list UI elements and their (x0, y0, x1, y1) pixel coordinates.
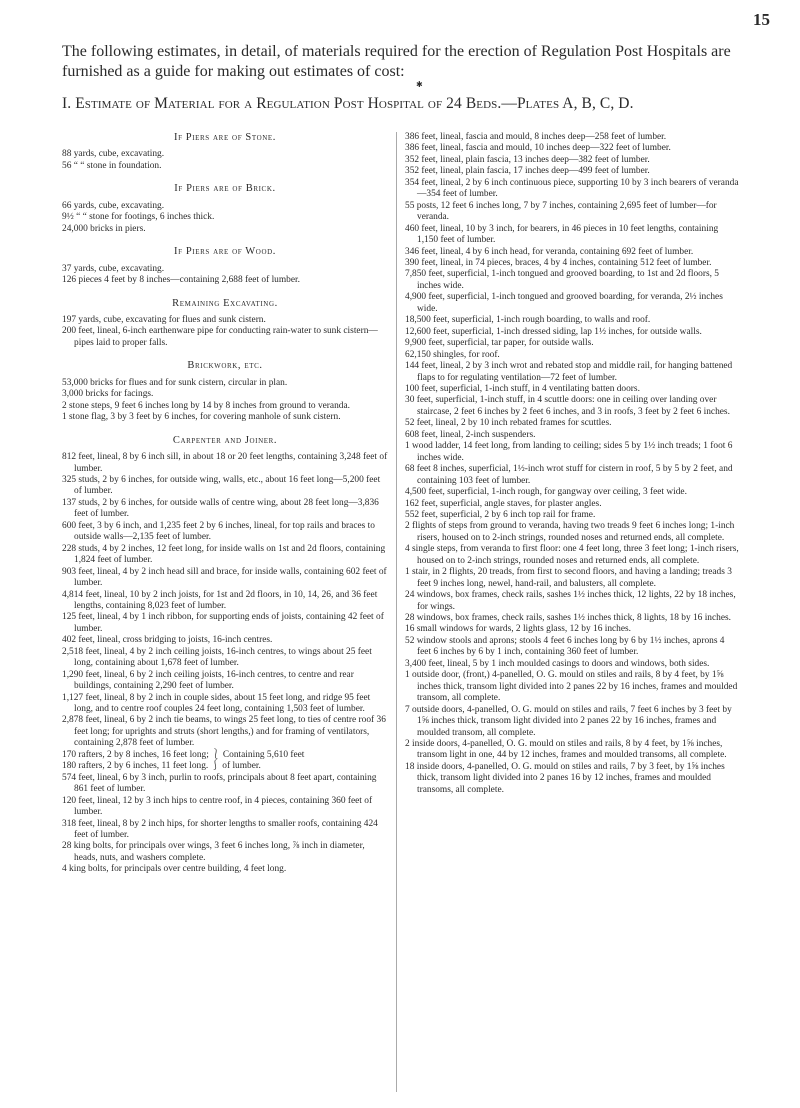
estimate-item: 600 feet, 3 by 6 inch, and 1,235 feet 2 by 6 inches, lineal, for top rails and braces to outside walls—2,135 feet of lumber. (62, 520, 375, 543)
estimate-item: 7,850 feet, superficial, 1-inch tongued and grooved boarding, to 1st and 2d floors, 5 inches wide. (405, 269, 719, 291)
estimate-item: 56 “ “ stone in foundation. (62, 160, 162, 171)
estimate-item: 2,518 feet, lineal, 4 by 2 inch ceiling joists, 16-inch centres, to wings about 25 feet long, containing about 1,678 feet of lumber. (62, 646, 372, 669)
estimate-item: 352 feet, lineal, plain fascia, 13 inches deep—382 feet of lumber. (405, 154, 650, 165)
estimate-item: 4,814 feet, lineal, 10 by 2 inch joists, for 1st and 2d floors, in 10, 14, 26, and 36 feet lengths, containing 8,023 feet of lumber. (62, 589, 378, 611)
estimate-item: 1 wood ladder, 14 feet long, from landing to ceiling; sides 5 by 1½ inch treads; 1 foot 6 inches wide. (405, 441, 733, 463)
estimate-item: 812 feet, lineal, 8 by 6 inch sill, in about 18 or 20 feet lengths, containing 3,248 feet of lumber. (62, 452, 388, 474)
estimate-item: 55 posts, 12 feet 6 inches long, 7 by 7 inches, containing 2,695 feet of lumber—for veranda. (405, 200, 717, 223)
estimate-item: 346 feet, lineal, 4 by 6 inch head, for veranda, containing 692 feet of lumber. (405, 246, 694, 257)
estimate-item: 162 feet, superficial, angle staves, for plaster angles. (405, 498, 602, 509)
estimate-item: 2 flights of steps from ground to veranda, having two treads 9 feet 6 inches long; 1-inch risers, housed on to 2-inch strings, rounded noses and returned ends, all complete. (405, 521, 735, 543)
estimate-item: 144 feet, lineal, 2 by 3 inch wrot and rebated stop and middle rail, for hanging battened flaps to for regulating ventilation—72 feet of lumber. (405, 361, 733, 383)
estimate-item: 200 feet, lineal, 6-inch earthenware pipe for conducting rain-water to sunk cistern—pipes laid to proper falls. (62, 326, 378, 348)
section-heading: Remaining Excavating. (172, 297, 278, 309)
estimate-item: 1 outside door, (front,) 4-panelled, O. G. mould on stiles and rails, 8 by 4 feet, by 1⅝ inches thick, transom light divided into 2 panes 22 by 16 inches, frames and moulded transom, all complete. (405, 670, 738, 704)
estimate-title: I. Estimate of Material for a Regulation Post Hospital of 24 Beds.—Plates A, B, C, D. (62, 95, 634, 112)
estimate-item: 120 feet, lineal, 12 by 3 inch hips to centre roof, in 4 pieces, containing 360 feet of lumber. (62, 795, 373, 818)
estimate-item: 24 windows, box frames, check rails, sashes 1½ inches thick, 12 lights, 22 by 18 inches, for wings. (405, 590, 736, 612)
estimate-item: 62,150 shingles, for roof. (405, 349, 500, 360)
estimate-item: 903 feet, lineal, 4 by 2 inch head sill and brace, for inside walls, containing 602 feet of lumber. (62, 566, 387, 589)
section-heading: If Piers are of Wood. (174, 246, 276, 258)
estimate-item: 4,500 feet, superficial, 1-inch rough, for gangway over ceiling, 3 feet wide. (405, 487, 687, 498)
estimate-item: 608 feet, lineal, 2-inch suspenders. (405, 429, 536, 440)
estimate-item: 88 yards, cube, excavating. (62, 149, 165, 160)
section-heading: If Piers are of Stone. (173, 132, 277, 143)
estimate-item: 7 outside doors, 4-panelled, O. G. mould on stiles and rails, 7 feet 6 inches by 3 feet by 1⅝ inches thick, transom light divided into 2 panes 22 by 16 inches, frames and moulded transom, all complete. (405, 704, 732, 738)
estimate-item: 16 small windows for wards, 2 lights glass, 12 by 16 inches. (405, 624, 632, 635)
estimate-item: 4 single steps, from veranda to first floor: one 4 feet long, three 3 feet long; 1-inch risers, housed on to 2-inch strings, rounded noses and returned ends, all complete. (405, 544, 739, 566)
column-divider (396, 132, 397, 1092)
estimate-item: 354 feet, lineal, 2 by 6 inch continuous piece, supporting 10 by 3 inch bearers of veranda—354 feet of lumber. (405, 177, 739, 200)
estimate-item: 126 pieces 4 feet by 8 inches—containing 2,688 feet of lumber. (62, 275, 300, 286)
estimate-item: 4,900 feet, superficial, 1-inch tongued and grooved boarding, for veranda, 2½ inches wide. (405, 292, 723, 314)
estimate-item: 1 stone flag, 3 by 3 feet by 6 inches, for covering manhole of sunk cistern. (62, 412, 341, 423)
estimate-item: 2,878 feet, lineal, 6 by 2 inch tie beams, to wings 25 feet long, to ties of centre roof 36 feet long; for uprights and struts (short lengths,) and for framing of ventilators, containing 2,878 feet of lumber. (62, 715, 386, 749)
estimate-item: 68 feet 8 inches, superficial, 1½-inch wrot stuff for cistern in roof, 5 by 5 by 2 feet, and containing 103 feet of lumber. (405, 464, 733, 486)
estimate-item: 9½ “ “ stone for footings, 6 inches thick. (62, 212, 215, 223)
estimate-item: 12,600 feet, superficial, 1-inch dressed siding, lap 1½ inches, for outside walls. (405, 326, 702, 337)
estimate-item: 1,290 feet, lineal, 6 by 2 inch ceiling joists, 16-inch centres, to centre and rear buildings, containing 2,290 feet of lumber. (62, 669, 354, 692)
estimate-item: 28 king bolts, for principals over wings, 3 feet 6 inches long, ⅞ inch in diameter, heads, nuts, and washers complete. (62, 841, 365, 863)
estimate-item: 37 yards, cube, excavating. (62, 263, 165, 274)
intro-paragraph: The following estimates, in detail, of materials required for the erection of Regulation Post Hospitals are furnished as a guide for making out estimates of cost: (62, 43, 731, 80)
estimate-item: 137 studs, 2 by 6 inches, for outside walls of centre wing, about 28 feet long—3,836 feet of lumber. (62, 497, 379, 520)
estimate-item: 30 feet, superficial, 1-inch stuff, in 4 scuttle doors: one in ceiling over landing over staircase, 2 feet 6 inches by 2 feet 6 inches, and 3 in roofs, 3 feet by 2 feet 6 inches. (405, 395, 730, 417)
estimate-item: 390 feet, lineal, in 74 pieces, braces, 4 by 4 inches, containing 512 feet of lumber. (405, 257, 712, 268)
estimate-item: 386 feet, lineal, fascia and mould, 10 inches deep—322 feet of lumber. (405, 143, 671, 154)
estimate-item: 402 feet, lineal, cross bridging to joists, 16-inch centres. (62, 635, 273, 646)
estimate-item: 24,000 bricks in piers. (62, 223, 146, 234)
estimate-item: 352 feet, lineal, plain fascia, 17 inches deep—499 feet of lumber. (405, 166, 650, 177)
estimate-item: 3,000 bricks for facings. (62, 389, 154, 400)
right-column (405, 132, 740, 796)
estimate-item: 52 window stools and aprons; stools 4 feet 6 inches long by 6 by 1½ inches, aprons 4 feet 6 inches by 6 by 1 inch, containing 360 feet of lumber. (405, 635, 725, 658)
estimate-item: 574 feet, lineal, 6 by 3 inch, purlin to roofs, principals about 8 feet apart, containing 861 feet of lumber. (62, 772, 377, 795)
estimate-item: 9,900 feet, superficial, tar paper, for outside walls. (405, 338, 594, 349)
estimate-item: 52 feet, lineal, 2 by 10 inch rebated frames for scuttles. (405, 418, 612, 429)
estimate-item: 460 feet, lineal, 10 by 3 inch, for bearers, in 46 pieces in 10 feet lengths, containing 1,150 feet of lumber. (405, 223, 719, 246)
estimate-item: 325 studs, 2 by 6 inches, for outside wing, walls, etc., about 16 feet long—5,200 feet of lumber. (62, 474, 381, 497)
estimate-item: 125 feet, lineal, 4 by 1 inch ribbon, for supporting ends of joists, containing 42 feet of lumber. (62, 612, 384, 634)
estimate-item: 3,400 feet, lineal, 5 by 1 inch moulded casings to doors and windows, both sides. (405, 658, 710, 669)
estimate-item: 552 feet, superficial, 2 by 6 inch top rail for frame. (405, 509, 596, 520)
estimate-item: 2 stone steps, 9 feet 6 inches long by 14 by 8 inches from ground to veranda. (62, 400, 350, 411)
estimate-item: 28 windows, box frames, check rails, sashes 1½ inches thick, 8 lights, 18 by 16 inches. (405, 613, 731, 624)
estimate-item: 53,000 bricks for flues and for sunk cistern, circular in plan. (62, 377, 288, 388)
section-heading: If Piers are of Brick. (174, 183, 276, 195)
estimate-item: 1 stair, in 2 flights, 20 treads, from first to second floors, and having a landing; treads 3 feet 9 inches long, newel, hand-rail, and balusters, all complete. (405, 567, 732, 589)
estimate-item: 4 king bolts, for principals over centre building, 4 feet long. (62, 864, 287, 875)
estimate-item: 386 feet, lineal, fascia and mould, 8 inches deep—258 feet of lumber. (405, 132, 667, 142)
estimate-item: 2 inside doors, 4-panelled, O. G. mould on stiles and rails, 8 by 4 feet, by 1⅝ inches, transom light in one, 44 by 12 inches, frames and moulded transoms, all complete. (405, 739, 727, 761)
left-column (62, 132, 388, 876)
estimate-item: 170 rafters, 2 by 8 inches, 16 feet long; ⎱ Containing 5,610 feet (62, 749, 305, 760)
estimate-item: 180 rafters, 2 by 6 inches, 11 feet long. ⎰ of lumber. (62, 761, 261, 772)
estimate-item: 18 inside doors, 4-panelled, O. G. mould on stiles and rails, 7 by 3 feet, by 1⅝ inches thick, transom light divided into 2 panes 16 by 12 inches, frames and moulded transoms, all complete. (405, 761, 725, 795)
estimate-item: 197 yards, cube, excavating for flues and sunk cistern. (62, 314, 266, 325)
estimate-item: 100 feet, superficial, 1-inch stuff, in 4 ventilating batten doors. (405, 383, 640, 394)
estimate-item: 66 yards, cube, excavating. (62, 200, 165, 211)
estimate-item: 318 feet, lineal, 8 by 2 inch hips, for shorter lengths to smaller roofs, containing 424 feet of lumber. (62, 818, 378, 841)
stray-mark: ✱ (416, 80, 423, 89)
page-number: 15 (753, 10, 770, 29)
section-heading: Brickwork, etc. (187, 360, 263, 372)
section-heading: Carpenter and Joiner. (172, 434, 278, 446)
estimate-item: 228 studs, 4 by 2 inches, 12 feet long, for inside walls on 1st and 2d floors, containing 1,824 feet of lumber. (62, 543, 386, 566)
estimate-item: 18,500 feet, superficial, 1-inch rough boarding, to walls and roof. (405, 315, 651, 326)
estimate-item: 1,127 feet, lineal, 8 by 2 inch in couple sides, about 15 feet long, and ridge 95 feet long, and to centre roof couples 24 feet long, containing 1,503 feet of lumber. (62, 692, 371, 715)
